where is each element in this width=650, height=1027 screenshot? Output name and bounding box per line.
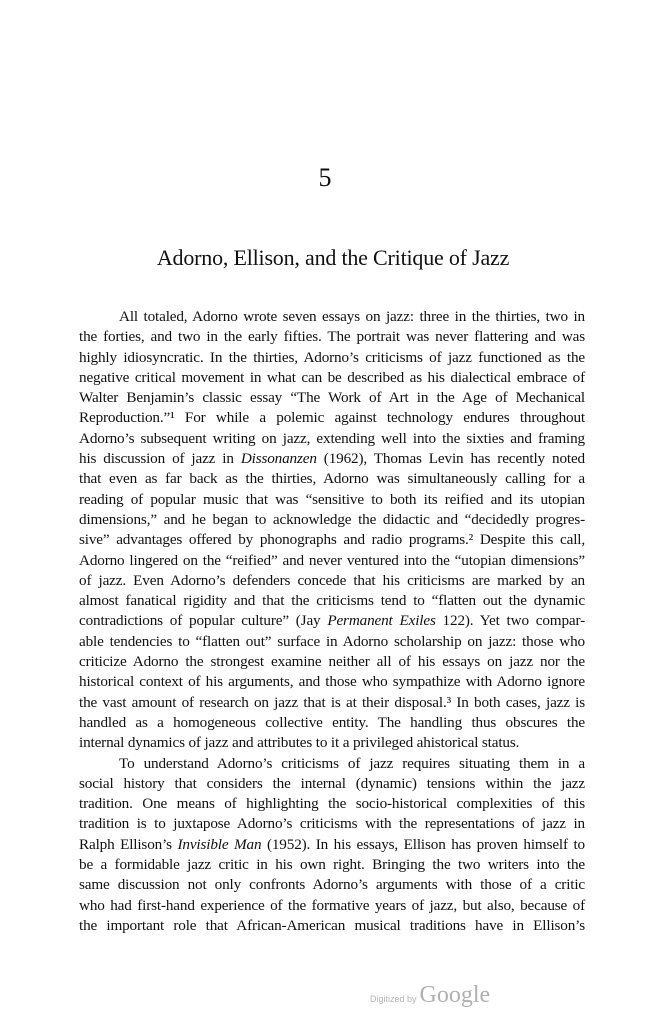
body-line: contradictions of popular culture” (Jay Permanent Exiles 122). Yet two compar-: [79, 612, 585, 630]
body-line: tradition. One means of highlighting the socio-historical complexities of this: [79, 795, 585, 813]
body-line: almost fanatical rigidity and that the criticisms tend to “flatten out the dynamic: [79, 592, 585, 610]
body-line: the important role that African-American musical traditions have in Ellison’s: [79, 916, 585, 934]
body-line: handled as a homogeneous collective entity. The handling thus obscures the: [79, 713, 585, 731]
chapter-number: 5: [318, 163, 332, 192]
body-line: same discussion not only confronts Adorno’s arguments with those of a critic: [79, 876, 585, 894]
body-line: historical context of his arguments, and those who sympathize with Adorno ignore: [79, 673, 585, 691]
body-line: of jazz. Even Adorno’s defenders concede that his criticisms are marked by an: [79, 571, 585, 589]
body-line: All totaled, Adorno wrote seven essays on jazz: three in the thirties, two in: [119, 308, 585, 325]
body-line: that even as far back as the thirties, Adorno was simultaneously calling for a: [79, 470, 585, 488]
body-line: Reproduction.”¹ For while a polemic against technology endures throughout: [79, 409, 585, 427]
body-line: Adorno lingered on the “reified” and never ventured into the “utopian dimensions”: [79, 551, 585, 569]
watermark-prefix: Digitized by: [370, 994, 417, 1004]
body-line: tradition is to juxtapose Adorno’s criticisms with the representations of jazz in: [79, 815, 585, 833]
body-line: the forties, and two in the early fifties. The portrait was never flattering and was: [79, 328, 585, 346]
body-line: who had first-hand experience of the formative years of jazz, but also, because of: [79, 896, 585, 914]
body-line: reading of popular music that was “sensitive to both its reified and its utopian: [79, 490, 585, 508]
body-line: be a formidable jazz critic in his own right. Bringing the two writers into the: [79, 856, 585, 874]
body-line: Ralph Ellison’s Invisible Man (1952). In his essays, Ellison has proven himself to: [79, 835, 585, 853]
body-line: Adorno’s subsequent writing on jazz, extending well into the sixties and framing: [79, 429, 585, 447]
body-line: highly idiosyncratic. In the thirties, Adorno’s criticisms of jazz functioned as the: [79, 348, 585, 366]
digitized-by-google-watermark: [370, 982, 490, 1012]
body-line: internal dynamics of jazz and attributes to it a privileged ahistorical status.: [79, 734, 520, 752]
body-line: criticize Adorno the strongest examine neither all of his essays on jazz nor the: [79, 653, 585, 671]
body-line: negative critical movement in what can be described as his dialectical embrace of: [79, 368, 585, 386]
body-text: [79, 307, 585, 936]
body-line: the vast amount of research on jazz that is at their disposal.³ In both cases, jazz is: [79, 693, 585, 711]
body-line: dimensions,” and he began to acknowledge the didactic and “decidedly progres-: [79, 510, 585, 528]
chapter-title: Adorno, Ellison, and the Critique of Jazz: [156, 245, 510, 270]
body-line: his discussion of jazz in Dissonanzen (1962), Thomas Levin has recently noted: [79, 450, 585, 468]
google-logo: Google: [419, 982, 491, 1008]
body-line: To understand Adorno’s criticisms of jazz requires situating them in a: [119, 754, 585, 772]
body-line: Walter Benjamin’s classic essay “The Work of Art in the Age of Mechanical: [79, 389, 585, 407]
body-line: able tendencies to “flatten out” surface in Adorno scholarship on jazz: those who: [79, 632, 585, 650]
body-line: social history that considers the internal (dynamic) tensions within the jazz: [79, 774, 585, 792]
body-line: sive” advantages offered by phonographs and radio programs.² Despite this call,: [79, 531, 585, 549]
